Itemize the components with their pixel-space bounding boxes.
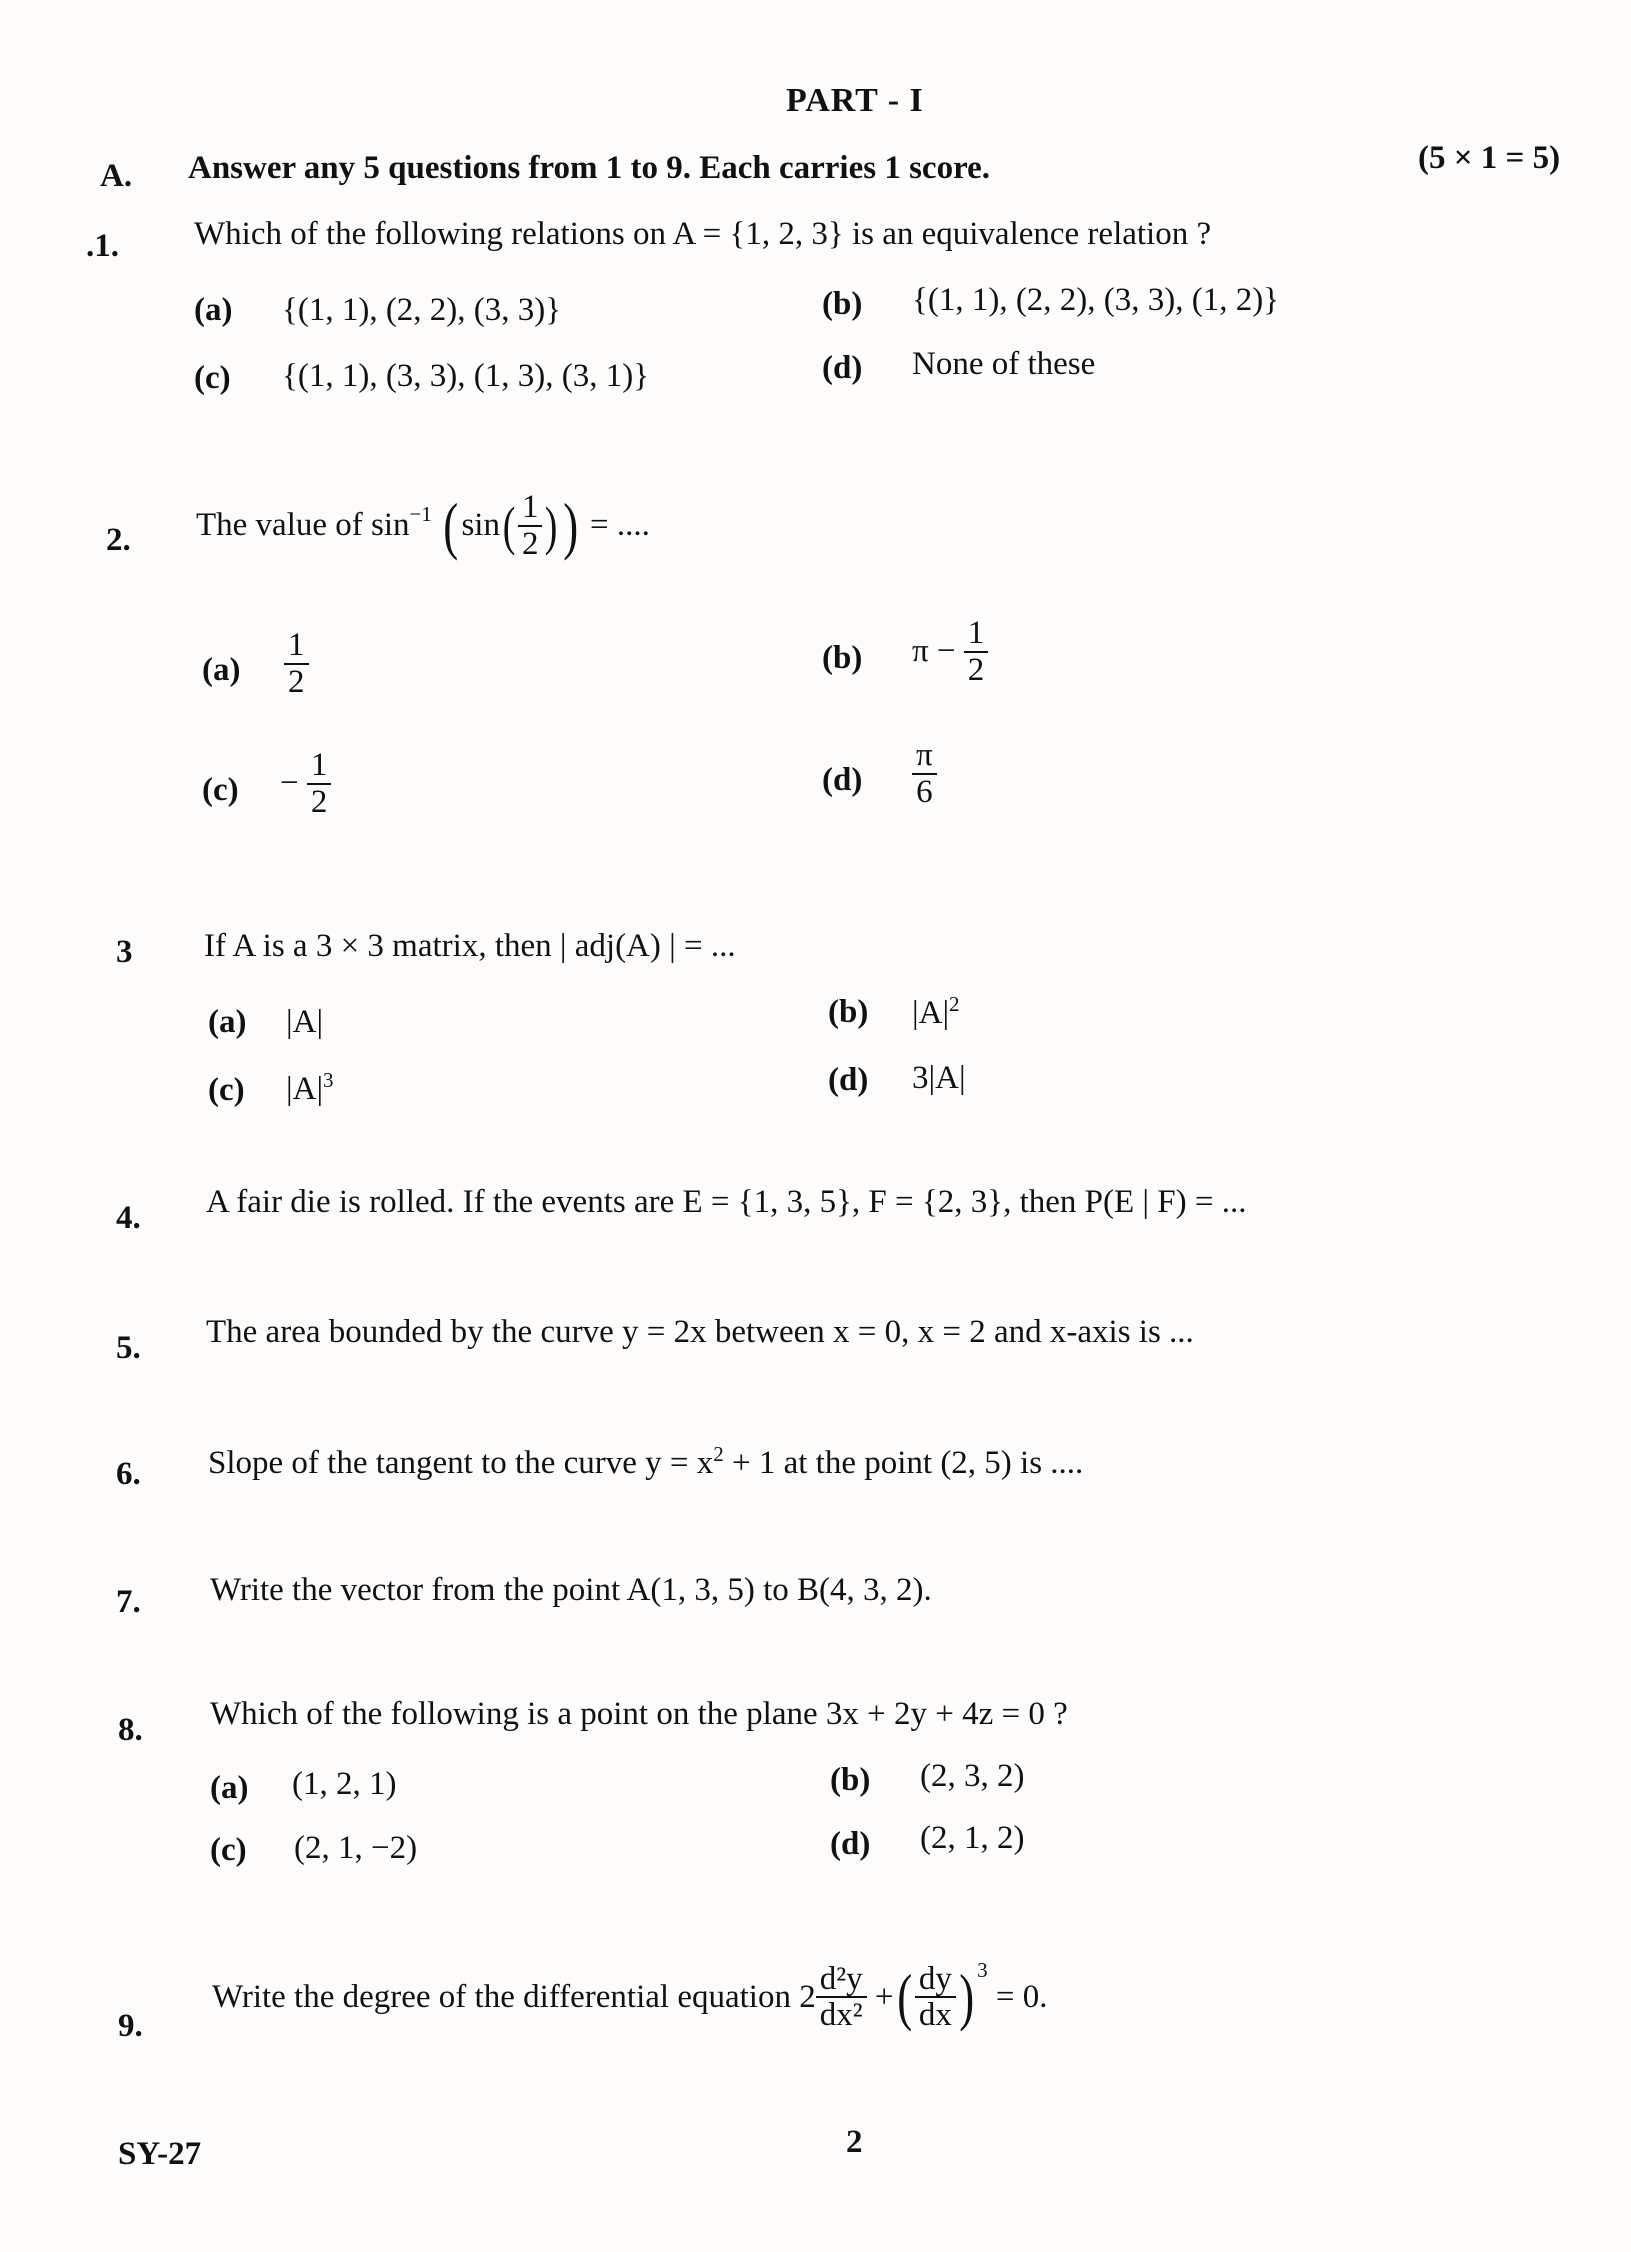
section-instruction: Answer any 5 questions from 1 to 9. Each carries 1 score.: [188, 150, 991, 186]
question-2-number: 2.: [106, 522, 131, 558]
paper-code: SY-27: [118, 2136, 202, 2172]
question-1-option-a: {(1, 1), (2, 2), (3, 3)}: [282, 292, 562, 328]
question-2-option-a-label: (a): [202, 652, 241, 688]
question-3-option-b: $|A|^2$: [912, 992, 960, 1031]
question-7-text: Write the vector from the point A(1, 3, 5) to B(4, 3, 2).: [210, 1572, 932, 1608]
question-9-number: 9.: [118, 2008, 143, 2044]
part-heading: PART - I: [786, 82, 924, 119]
question-2-option-d: $\frac{\pi}{6}$: [912, 738, 937, 809]
question-9-text: Write the degree of the differential equation 2 $\frac{\text{d²y}}{\text{dx²}}$ +( $\frac{dy}{dx}$ ) $^3$ = 0.: [212, 1958, 1048, 2034]
question-8-number: 8.: [118, 1712, 143, 1748]
question-8-option-b-label: (b): [830, 1762, 871, 1798]
question-2-option-c: − $\frac{1}{2}$: [280, 748, 331, 819]
question-1-number: .1.: [86, 228, 119, 264]
question-8-option-c-label: (c): [210, 1832, 247, 1868]
question-1-option-c: {(1, 1), (3, 3), (1, 3), (3, 1)}: [282, 358, 650, 394]
question-3-option-a: |A|: [286, 1004, 324, 1040]
question-2-text: The value of $\sin^{-1} (\sin$( $\frac{1}{2}$ )) = ....: [196, 489, 650, 562]
question-8-option-d: (2, 1, 2): [920, 1820, 1025, 1856]
question-9-second-derivative: $\frac{\text{d²y}}{\text{dx²}}$: [816, 1962, 867, 2033]
question-3-option-c-label: (c): [208, 1072, 245, 1108]
question-2-option-a: $\frac{1}{2}$: [284, 628, 309, 699]
question-3-option-d-label: (d): [828, 1062, 869, 1098]
question-2-option-b-label: (b): [822, 640, 863, 676]
question-4-text: A fair die is rolled. If the events are E = {1, 3, 5}, F = {2, 3}, then P(E | F) = ...: [206, 1184, 1247, 1220]
question-2-option-b: π − $\frac{1}{2}$: [912, 616, 988, 687]
question-4-number: 4.: [116, 1200, 141, 1236]
question-3-option-a-label: (a): [208, 1004, 247, 1040]
question-8-option-b: (2, 3, 2): [920, 1758, 1025, 1794]
question-8-option-c: (2, 1, −2): [294, 1830, 418, 1866]
question-3-number: 3: [116, 934, 133, 970]
question-5-number: 5.: [116, 1330, 141, 1366]
question-9-first-derivative: $\frac{dy}{dx}$: [915, 1962, 956, 2033]
question-6-number: 6.: [116, 1456, 141, 1492]
question-8-option-a: (1, 2, 1): [292, 1766, 397, 1802]
question-7-number: 7.: [116, 1584, 141, 1620]
page-number: 2: [846, 2124, 863, 2160]
question-1-option-b: {(1, 1), (2, 2), (3, 3), (1, 2)}: [912, 282, 1280, 318]
question-1-option-b-label: (b): [822, 286, 863, 322]
question-6-text: Slope of the tangent to the curve $y = x^2 + 1$ at the point (2, 5) is ....: [208, 1442, 1084, 1481]
question-8-option-a-label: (a): [210, 1770, 249, 1806]
section-letter: A.: [100, 158, 133, 194]
question-1-option-d-label: (d): [822, 350, 863, 386]
question-3-text: If A is a 3 × 3 matrix, then | adj(A) | = ...: [204, 928, 736, 964]
question-5-text: The area bounded by the curve y = 2x between x = 0, x = 2 and x-axis is ...: [206, 1314, 1194, 1350]
question-3-option-b-label: (b): [828, 994, 869, 1030]
question-1-option-c-label: (c): [194, 360, 231, 396]
question-3-option-c: $|A|^3$: [286, 1068, 334, 1107]
question-3-option-d: 3|A|: [912, 1060, 966, 1096]
question-2-option-c-label: (c): [202, 772, 239, 808]
question-1-text: Which of the following relations on A = {1, 2, 3} is an equivalence relation ?: [194, 216, 1212, 252]
question-2-option-d-label: (d): [822, 762, 863, 798]
question-8-option-d-label: (d): [830, 1826, 871, 1862]
question-1-option-a-label: (a): [194, 292, 233, 328]
question-1-option-d: None of these: [912, 346, 1096, 382]
section-score: (5 × 1 = 5): [1418, 140, 1561, 176]
question-2-fraction: $\frac{1}{2}$: [518, 490, 543, 561]
question-8-text: Which of the following is a point on the plane 3x + 2y + 4z = 0 ?: [210, 1696, 1068, 1732]
